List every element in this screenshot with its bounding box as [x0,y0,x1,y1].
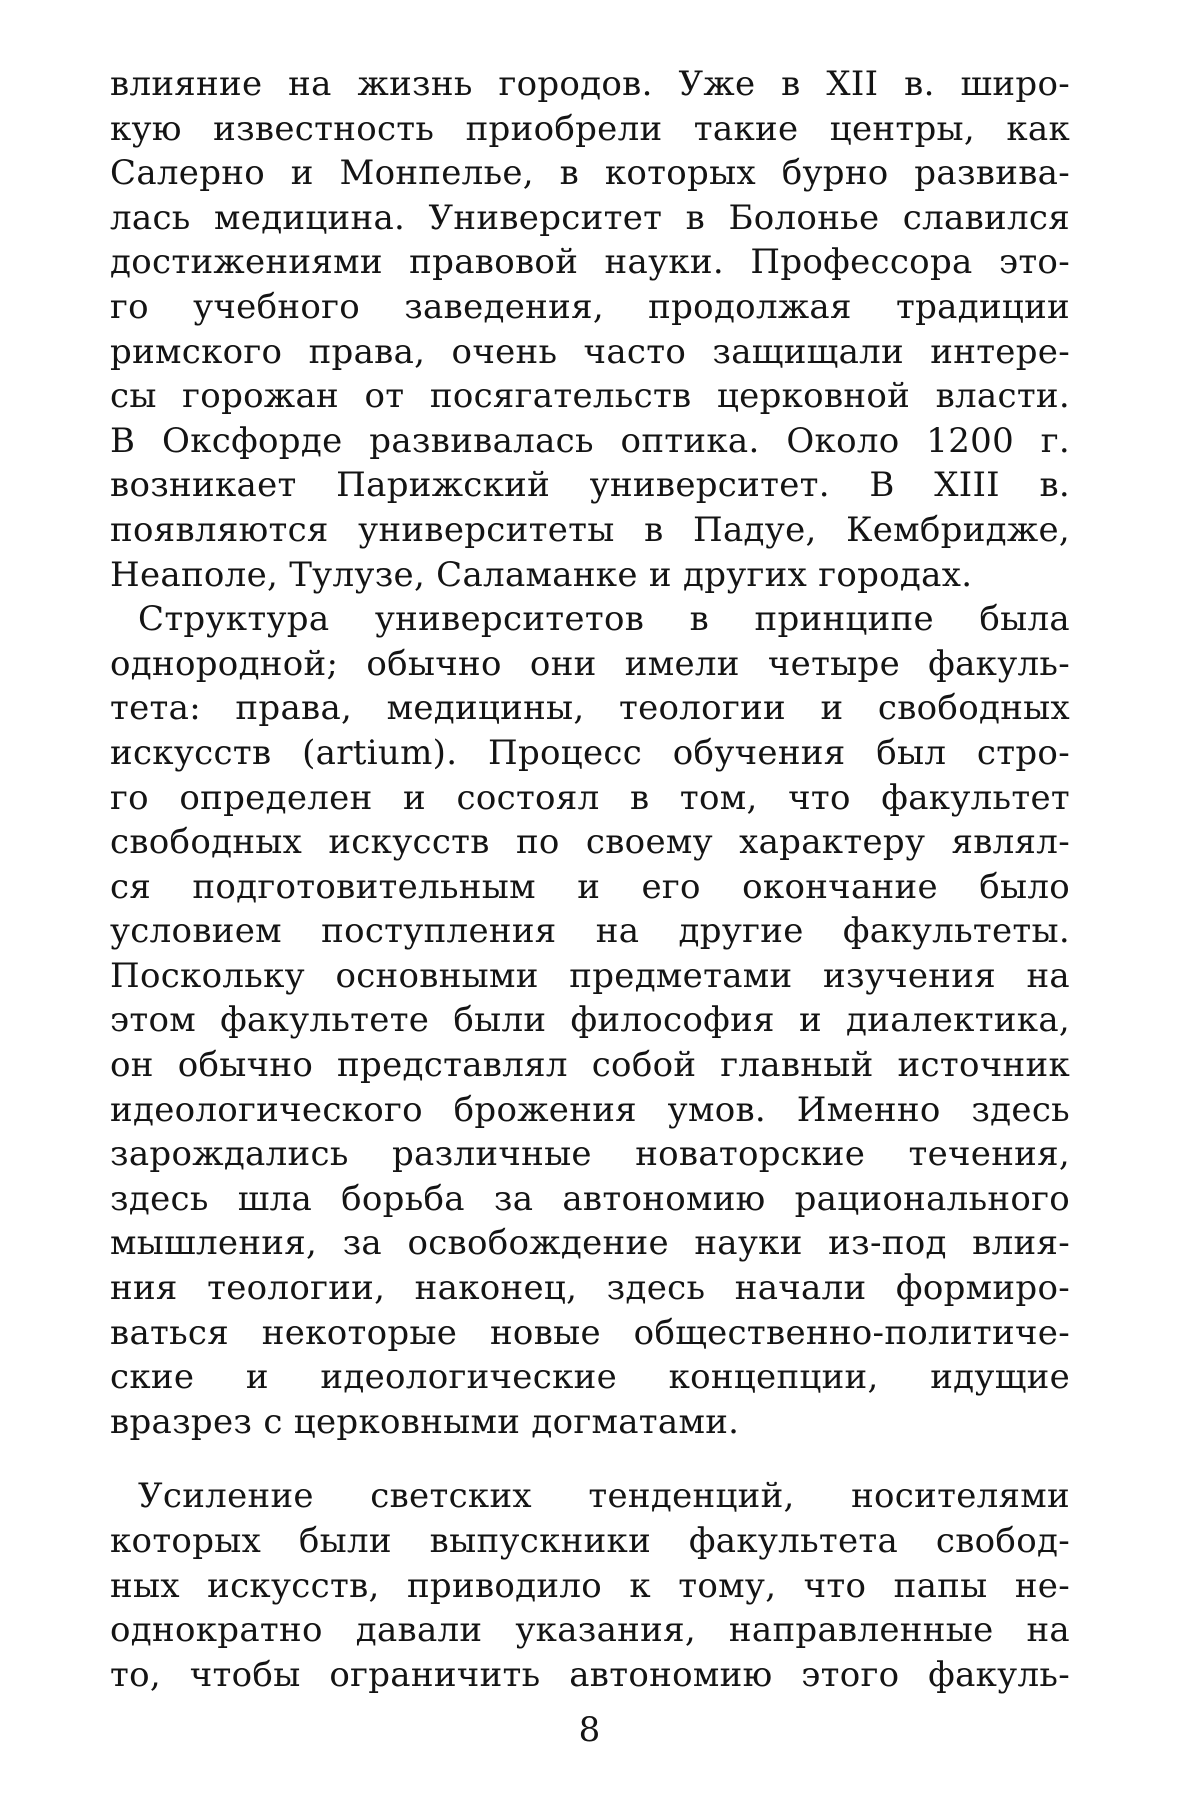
text-line: ных искусств, приводило к тому, что папы не- [110,1565,1070,1606]
text-line: го учебного заведения, продолжая традиции [110,286,1070,327]
text-line: свободных искусств по своему характеру являл- [110,822,1070,863]
text-line: однородной; обычно они имели четыре факуль- [110,643,1070,684]
text-line: тета: права, медицины, теологии и свободных [110,688,1070,729]
text-line: влияние на жизнь городов. Уже в XII в. широ- [110,64,1070,104]
paragraph [110,597,1070,1444]
text-line: вразрез с церковными догматами. [110,1401,740,1442]
text-line: возникает Парижский университет. В XIII в. [110,465,1070,506]
text-line: которых были выпускники факультета свобод- [110,1521,1070,1561]
text-line: однократно давали указания, направленные на [110,1610,1070,1651]
body-text [110,62,1070,1697]
text-line: этом факультете были философия и диалектика, [110,1000,1070,1041]
text-line: ся подготовительным и его окончание было [110,866,1070,907]
text-line: появляются университеты в Падуе, Кембридже, [110,509,1070,550]
text-line: ваться некоторые новые общественно-политиче- [110,1312,1070,1353]
text-line: здесь шла борьба за автономию рационального [110,1178,1070,1219]
paragraph [110,62,1070,597]
text-line: сы горожан от посягательств церковной власти. [110,376,1070,417]
text-line: го определен и состоял в том, что факультет [110,777,1070,818]
text-line: достижениями правовой науки. Профессора это- [110,242,1070,283]
text-line: идеологического брожения умов. Именно здесь [110,1089,1070,1130]
text-line: Неаполе, Тулузе, Саламанке и других городах. [110,554,973,595]
text-line: лась медицина. Университет в Болонье славился [110,197,1070,238]
text-line: зарождались различные новаторские течения, [110,1134,1070,1175]
text-line: ские и идеологические концепции, идущие [110,1357,1070,1398]
page-number: 8 [578,1710,601,1750]
text-line: он обычно представлял собой главный источник [110,1045,1070,1086]
text-line: то, чтобы ограничить автономию этого факуль- [110,1654,1070,1695]
text-line: Поскольку основными предметами изучения на [110,955,1070,996]
text-line: Салерно и Монпелье, в которых бурно развива- [110,153,1070,194]
paragraph-gap [110,1444,1070,1474]
paragraph [110,1474,1070,1697]
text-line: римского права, очень часто защищали интере- [110,331,1070,372]
text-line: мышления, за освобождение науки из-под влия- [110,1223,1070,1264]
text-line: Усиление светских тенденций, носителями [138,1476,1070,1517]
text-line: искусств (artium). Процесс обучения был стро- [110,732,1070,773]
text-line: В Оксфорде развивалась оптика. Около 1200 г. [110,420,1070,461]
text-line: ния теологии, наконец, здесь начали формиро- [110,1268,1070,1309]
text-line: Структура университетов в принципе была [138,599,1070,640]
text-line: условием поступления на другие факультеты. [110,911,1070,952]
text-line: кую известность приобрели такие центры, как [110,108,1070,149]
